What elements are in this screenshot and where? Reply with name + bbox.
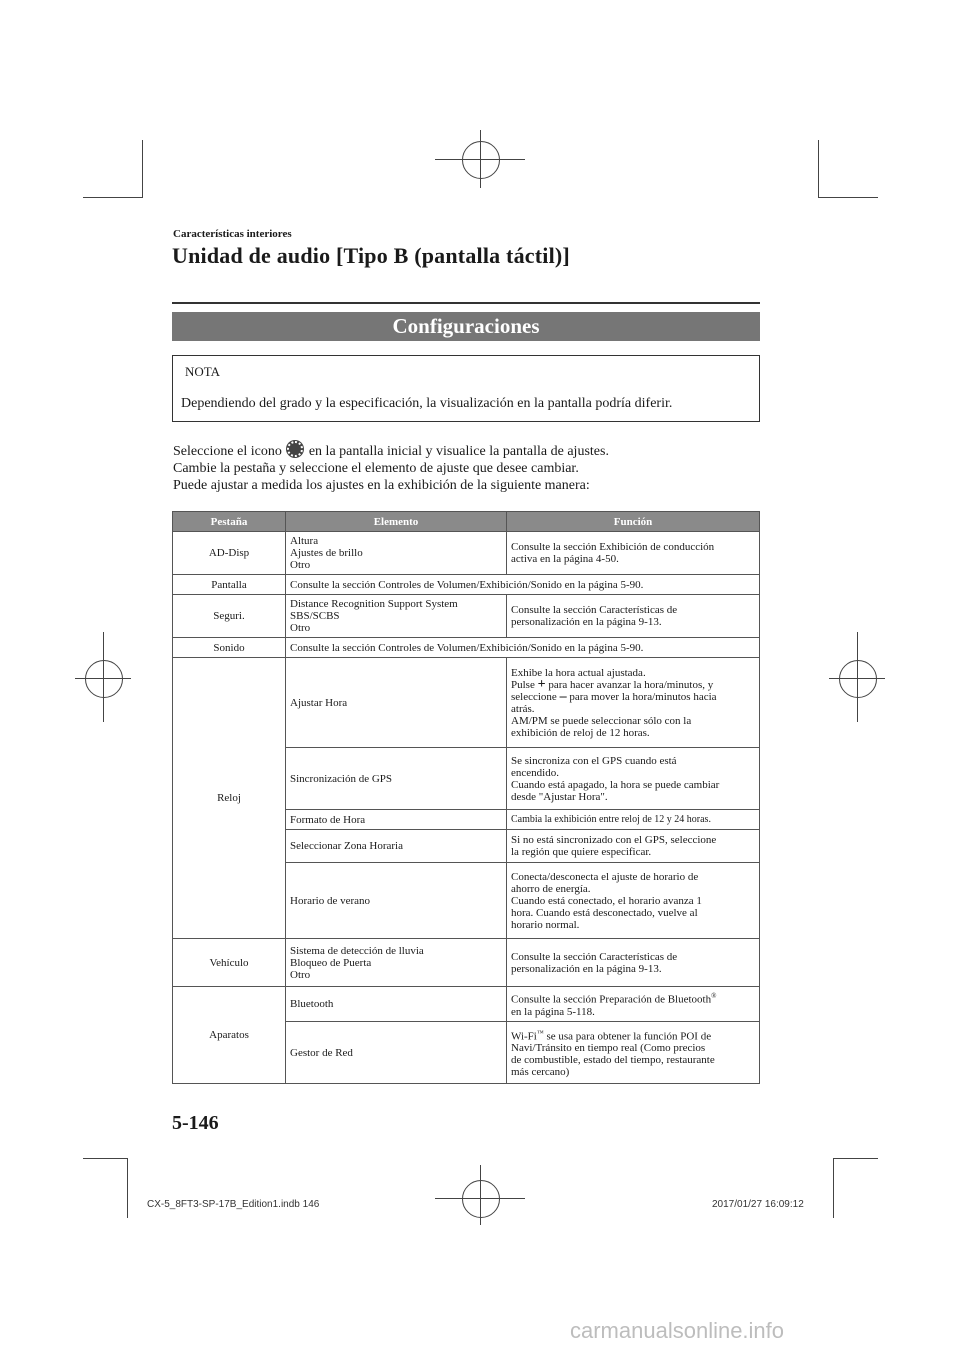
element-line: SBS/SCBS	[290, 610, 340, 622]
section-label: Características interiores	[173, 228, 292, 240]
function-line: atrás.	[511, 702, 535, 715]
footer-file: CX-5_8FT3-SP-17B_Edition1.indb 146	[147, 1199, 320, 1210]
function-line: exhibición de reloj de 12 horas.	[511, 726, 650, 739]
function-text: seleccione	[511, 690, 557, 703]
footer-date: 2017/01/27 16:09:12	[712, 1199, 804, 1210]
row-function: Consulte la sección Controles de Volumen/Exhibición/Sonido en la página 5-90.	[286, 575, 760, 595]
function-line	[511, 676, 755, 692]
row-function	[507, 863, 760, 939]
row-element	[286, 532, 507, 575]
row-function	[507, 939, 760, 987]
row-tab: Pantalla	[173, 575, 286, 595]
plus-icon: +	[537, 676, 546, 692]
table-row	[173, 532, 760, 575]
table-row	[173, 939, 760, 987]
element-line: Altura	[290, 535, 319, 547]
table-header-row	[173, 512, 760, 532]
header-tab: Pestaña	[173, 512, 286, 532]
element-line: Sistema de detección de lluvia	[290, 944, 424, 957]
row-function	[507, 830, 760, 863]
table-row	[173, 595, 760, 638]
intro-line-1-pre: Seleccione el icono	[173, 444, 282, 459]
table-row	[173, 987, 760, 1022]
function-line: ahorro de energía.	[511, 882, 591, 895]
intro-text	[173, 441, 609, 494]
function-text: Wi-Fi	[511, 1030, 537, 1043]
row-tab: AD-Disp	[173, 532, 286, 575]
page-title: Unidad de audio [Tipo B (pantalla táctil)]	[172, 243, 570, 268]
function-line: encendido.	[511, 766, 559, 779]
row-element: Formato de Hora	[286, 810, 507, 830]
function-line: Se sincroniza con el GPS cuando está	[511, 754, 677, 767]
row-function	[507, 987, 760, 1022]
title-rule	[172, 302, 760, 304]
function-line: hora. Cuando está desconectado, vuelve al	[511, 906, 698, 919]
row-element	[286, 595, 507, 638]
element-line: Distance Recognition Support System	[290, 598, 458, 610]
row-tab: Seguri.	[173, 595, 286, 638]
function-line: personalización en la página 9-13.	[511, 616, 662, 628]
function-text: Consulte la sección Preparación de Bluetooth	[511, 993, 712, 1006]
row-element	[286, 939, 507, 987]
element-line: Otro	[290, 559, 311, 571]
intro-line-2: Cambie la pestaña y seleccione el elemento de ajuste que desee cambiar.	[173, 461, 579, 476]
registered-mark: ®	[711, 992, 717, 1001]
function-line: Consulte la sección Características de	[511, 950, 678, 963]
header-function: Función	[507, 512, 760, 532]
row-function: Cambia la exhibición entre reloj de 12 y 24 horas.	[507, 810, 760, 830]
function-line: desde "Ajustar Hora".	[511, 790, 608, 803]
function-line: activa en la página 4-50.	[511, 553, 619, 565]
function-line: de combustible, estado del tiempo, restaurante	[511, 1054, 715, 1067]
table-row	[173, 658, 760, 748]
row-tab: Aparatos	[173, 987, 286, 1084]
function-line: Exhibe la hora actual ajustada.	[511, 666, 646, 679]
row-element: Gestor de Red	[286, 1022, 507, 1084]
settings-gear-icon	[287, 441, 303, 457]
function-line: más cercano)	[511, 1066, 570, 1079]
row-tab: Reloj	[173, 658, 286, 939]
row-function	[507, 1022, 760, 1084]
function-line: en la página 5-118.	[511, 1005, 595, 1018]
element-line: Otro	[290, 968, 311, 981]
function-line: Cuando está conectado, el horario avanza 1	[511, 894, 702, 907]
note-label: NOTA	[185, 364, 221, 379]
element-line: Bloqueo de Puerta	[290, 956, 372, 969]
function-text: se usa para obtener la función POI de	[543, 1030, 712, 1043]
function-line: la región que quiere especificar.	[511, 846, 652, 858]
header-element: Elemento	[286, 512, 507, 532]
function-line: Conecta/desconecta el ajuste de horario de	[511, 870, 699, 883]
row-tab: Sonido	[173, 638, 286, 658]
function-line	[511, 990, 755, 1006]
table-row	[173, 638, 760, 658]
row-function	[507, 658, 760, 748]
function-text: para mover la hora/minutos hacia	[569, 690, 717, 703]
minus-icon: –	[559, 688, 567, 704]
row-element: Ajustar Hora	[286, 658, 507, 748]
note-box	[172, 355, 760, 422]
watermark: carmanualsonline.info	[570, 1318, 785, 1343]
section-banner: Configuraciones	[172, 312, 760, 341]
element-line: Ajustes de brillo	[290, 547, 363, 559]
page-number: 5-146	[172, 1112, 219, 1134]
function-line: Consulte la sección Características de	[511, 604, 678, 616]
row-function	[507, 748, 760, 810]
row-element: Seleccionar Zona Horaria	[286, 830, 507, 863]
row-function	[507, 595, 760, 638]
table-row	[173, 575, 760, 595]
intro-line-1-post: en la pantalla inicial y visualice la pantalla de ajustes.	[308, 444, 609, 459]
function-line: Navi/Tránsito en tiempo real (Como precios	[511, 1042, 706, 1055]
function-line: Si no está sincronizado con el GPS, seleccione	[511, 834, 717, 846]
row-function	[507, 532, 760, 575]
function-line: horario normal.	[511, 918, 580, 931]
element-line: Otro	[290, 622, 311, 634]
row-element: Sincronización de GPS	[286, 748, 507, 810]
function-line: Consulte la sección Exhibición de conducción	[511, 541, 715, 553]
function-text: Pulse	[511, 678, 535, 691]
function-text: para hacer avanzar la hora/minutos, y	[548, 678, 714, 691]
intro-line-3: Puede ajustar a medida los ajustes en la exhibición de la siguiente manera:	[173, 478, 590, 493]
intro-line-1	[173, 441, 609, 460]
function-line: Cuando está apagado, la hora se puede cambiar	[511, 778, 720, 791]
function-line: AM/PM se puede seleccionar sólo con la	[511, 714, 692, 727]
trademark: ™	[536, 1028, 544, 1037]
note-text: Dependiendo del grado y la especificación, la visualización en la pantalla podría diferir.	[181, 396, 673, 411]
row-element: Horario de verano	[286, 863, 507, 939]
row-function: Consulte la sección Controles de Volumen/Exhibición/Sonido en la página 5-90.	[286, 638, 760, 658]
function-line	[511, 688, 755, 704]
function-line	[511, 1027, 755, 1043]
settings-table	[172, 511, 760, 1084]
row-element: Bluetooth	[286, 987, 507, 1022]
row-tab: Vehículo	[173, 939, 286, 987]
function-line: personalización en la página 9-13.	[511, 962, 662, 975]
